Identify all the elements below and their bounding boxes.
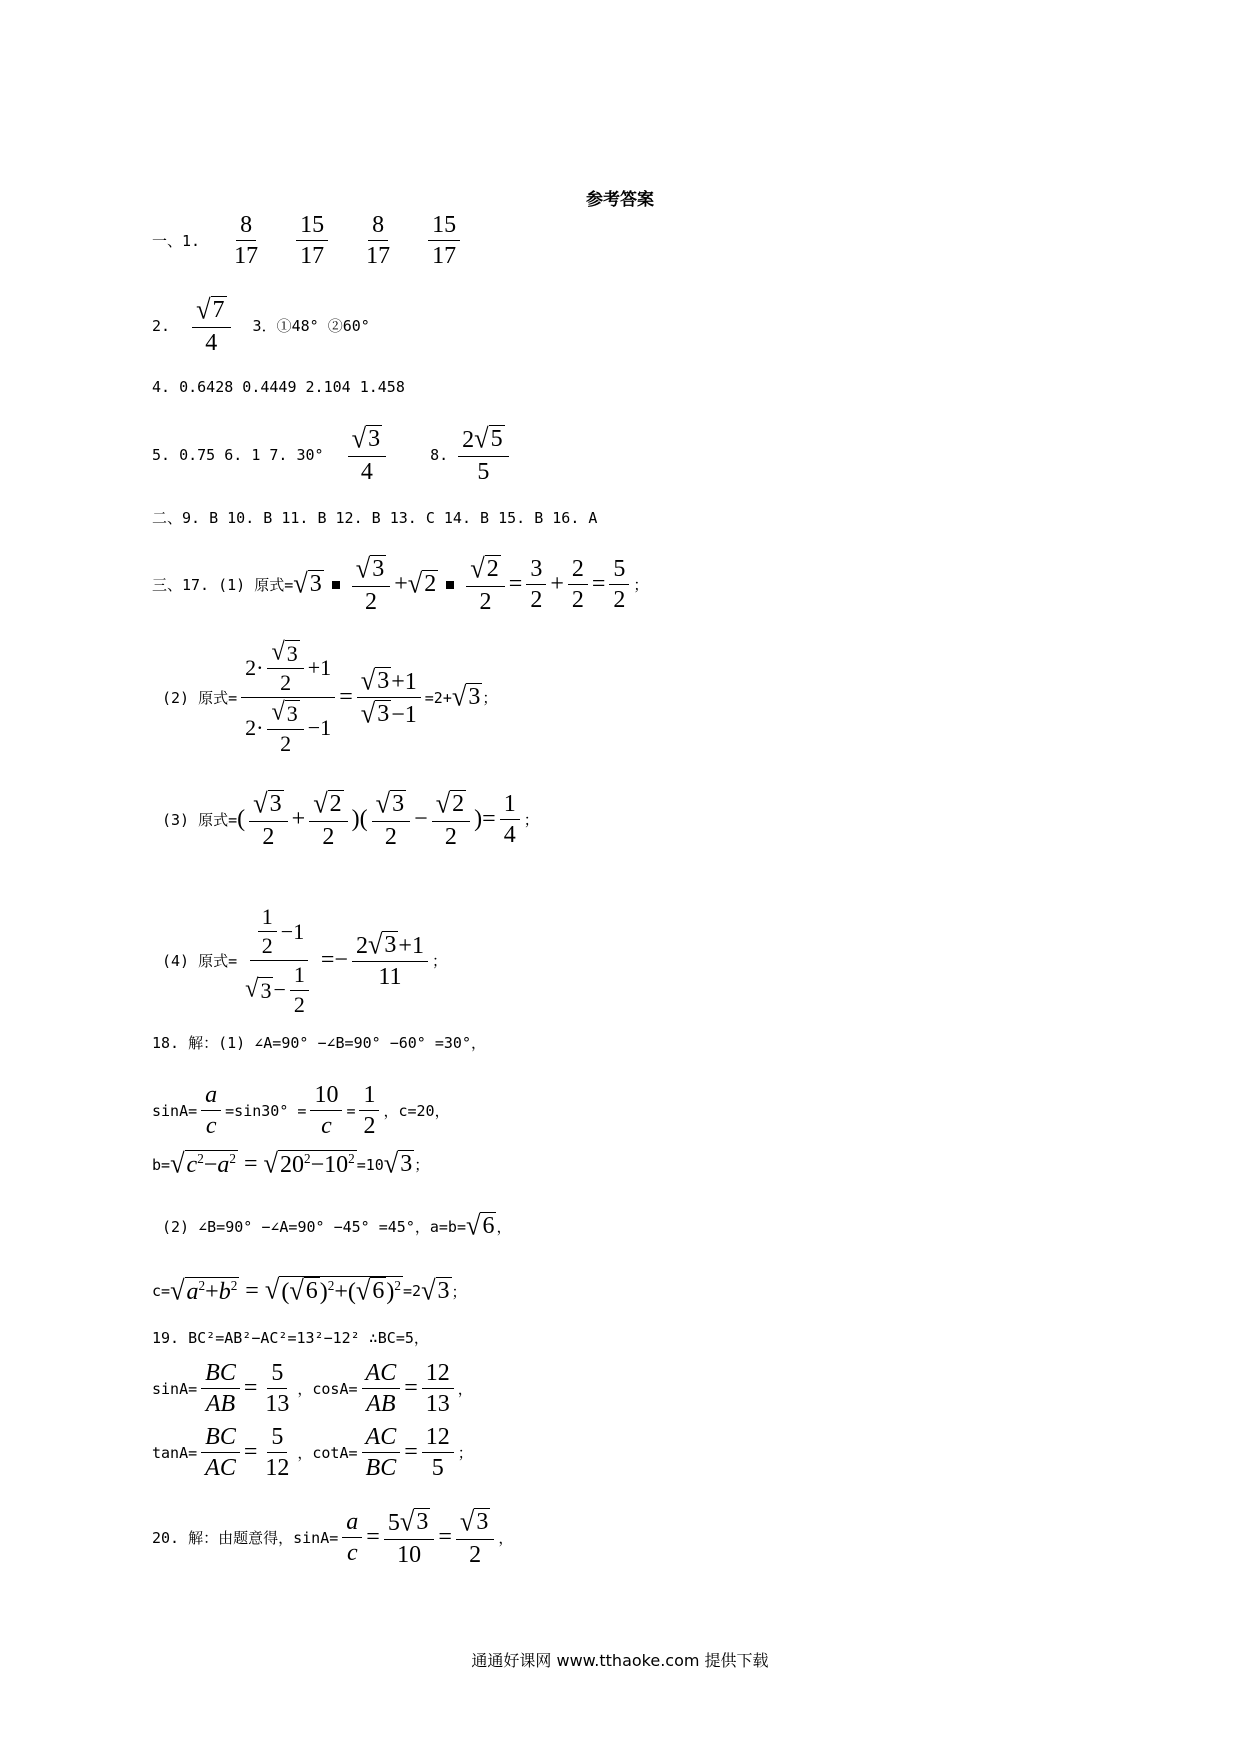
fraction: √ 3 4 — [348, 425, 386, 485]
fraction: 8 17 — [234, 212, 259, 270]
answer-line-4: 4. 0.6428 0.4449 2.104 1.458 — [152, 378, 405, 396]
q19-line3: tanA= $\frac{BC}{AC}$ = $\frac{5}{12}$ ，cotA= $\frac{AC}{BC}$ = $\frac{12}{5}$ ； — [152, 1424, 473, 1482]
q17-4-label: (4) 原式= — [162, 952, 238, 971]
page-footer: 通通好课网 www.tthaoke.com 提供下载 — [471, 1651, 769, 1670]
q17-1-label: 三、17. (1) 原式= — [152, 576, 294, 595]
fraction: 15 17 — [296, 212, 328, 270]
q19-line1: 19. BC²=AB²−AC²=13²−12² ∴BC=5， — [152, 1329, 429, 1347]
answer-line-2 — [152, 293, 370, 356]
answer-3: 3．①48° ②60° — [252, 317, 370, 336]
answer-line-5 — [152, 422, 513, 485]
fraction: 8 17 — [366, 212, 391, 270]
q18-line2: sinA= $\frac{a}{c}$ =sin30° = $\frac{10}{c}$ = $\frac{1}{2}$ ，c=20， — [152, 1082, 450, 1140]
q17-part2: (2) 原式= 2· √ 3 2 +1 2· √ 3 2 −1 = √ 3 +1 √ 3 −1 =2+ √ 3 ； — [162, 637, 498, 756]
section-1-prefix: 一、1. — [152, 232, 201, 251]
q17-part3: (3) 原式= ( √ 3 2 + √ 2 2 )( √ 3 2 − √ 2 2 )= $\frac{1}{4}$ ； — [162, 787, 539, 850]
multiply-dot — [332, 581, 340, 589]
section-2-answers: 二、9. B 10. B 11. B 12. B 13. C 14. B 15. B 16. A — [152, 509, 598, 527]
answers-5-7: 5. 0.75 6. 1 7. 30° — [152, 445, 324, 464]
q20-line1: 20. 解：由题意得，sinA= $\frac{a}{c}$ = 5 √ 3 10 = √ 3 2 ， — [152, 1505, 514, 1568]
multiply-dot — [446, 581, 454, 589]
q19-line2: sinA= $\frac{BC}{AB}$ = $\frac{5}{13}$ ，cosA= $\frac{AC}{AB}$ = $\frac{12}{13}$ ， — [152, 1360, 473, 1418]
fraction: √ 7 4 — [192, 296, 230, 356]
q17-2-label: (2) 原式= — [162, 689, 238, 708]
q17-part1: 三、17. (1) 原式= √ 3 √ 3 2 + √ 2 √ 2 2 = $\frac{3}{2}$ + $\frac{2}{2}$ = $\frac{5}{2}$ ； — [152, 552, 649, 615]
item-number: 2. — [152, 316, 171, 335]
page-title: 参考答案 — [586, 190, 654, 210]
q17-3-label: (3) 原式= — [162, 811, 238, 830]
fraction: 15 17 — [428, 212, 460, 270]
q18-line3: b= √ $c^2-a^2$ = √ $20^2-10^2$ =10 √ 3 ； — [152, 1147, 430, 1179]
fraction: 2 √ 5 5 — [458, 425, 508, 485]
q18-line4: (2) ∠B=90° −∠A=90° −45° =45°，a=b= √ 6 ， — [162, 1209, 512, 1241]
q18-line1: 18. 解：(1) ∠A=90° −∠B=90° −60° =30°， — [152, 1034, 486, 1052]
q17-part4: (4) 原式= 1 2 −1 √ 3 − 1 2 =− 2 √ 3 +1 11 ； — [162, 904, 447, 1017]
item-number: 8. — [430, 445, 449, 464]
q18-line5: c= √ $a^2+b^2$ = √ ( √ 6 )$^2$+( √ 6 )$^2$ =2 √ 3 ； — [152, 1273, 467, 1306]
answer-line-1 — [152, 212, 464, 270]
